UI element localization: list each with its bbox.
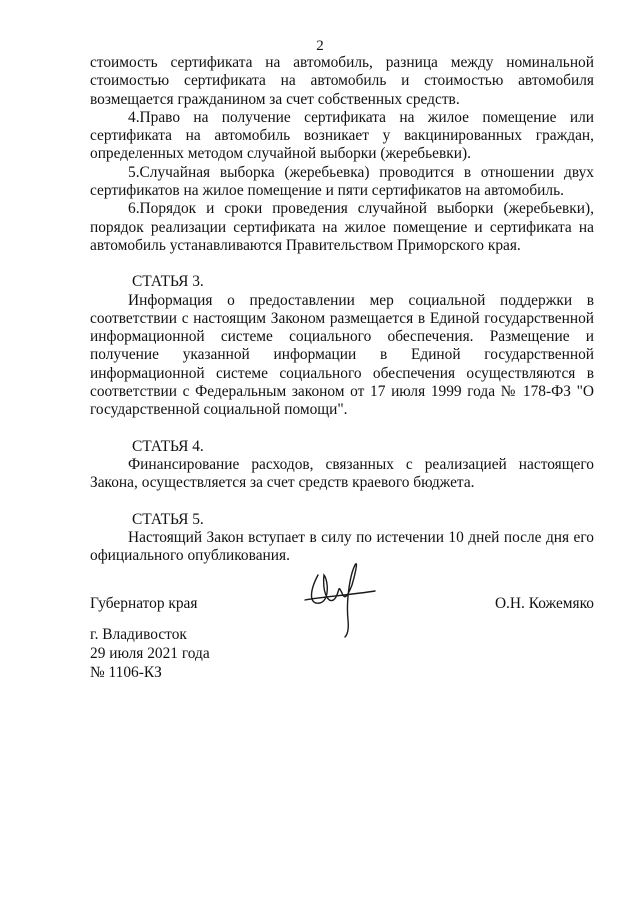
law-body: [90, 54, 594, 565]
paragraph-5: 5.Случайная выборка (жеребьевка) проводится в отношении двух сертификатов на жилое помещение и пяти сертификатов на автомобиль.: [90, 163, 594, 200]
article-3-text: Информация о предоставлении мер социальной поддержки в соответствии с настоящим Законом размещается в Единой государственной информационной системе социального обеспечения. Размещение и получение указанной информации в Единой государственной информационной системе социального обеспечения осуществляются в соответствии с Федеральным законом от 17 июля 1999 года № 178-ФЗ "О государственной социальной помощи".: [90, 291, 594, 419]
paragraph-6: 6.Порядок и сроки проведения случайной выборки (жеребьевки), порядок реализации сертификата на жилое помещение и сертификата на автомобиль устанавливаются Правительством Приморского края.: [90, 200, 594, 254]
paragraph-4: 4.Право на получение сертификата на жилое помещение или сертификата на автомобиль возникает у вакцинированных граждан, определенных методом случайной выборки (жеребьевки).: [90, 108, 594, 163]
article-4-text: Финансирование расходов, связанных с реализацией настоящего Закона, осуществляется за счет средств краевого бюджета.: [90, 455, 594, 492]
article-5-heading: СТАТЬЯ 5.: [132, 510, 204, 528]
place-date-block: [90, 625, 210, 682]
article-5-text: Настоящий Закон вступает в силу по истечении 10 дней после дня его официального опубликования.: [90, 528, 594, 565]
governor-title: Губернатор края: [90, 595, 198, 612]
article-3-heading: СТАТЬЯ 3.: [132, 273, 204, 291]
law-number: № 1106-КЗ: [90, 664, 162, 681]
governor-name: О.Н. Кожемяко: [494, 595, 594, 612]
date: 29 июля 2021 года: [90, 645, 210, 662]
article-4-heading: СТАТЬЯ 4.: [132, 437, 204, 455]
city: г. Владивосток: [90, 626, 187, 643]
page-number: 2: [316, 38, 324, 54]
paragraph-continuation: стоимость сертификата на автомобиль, разница между номинальной стоимостью сертификата на автомобиль и стоимостью автомобиля возмещается гражданином за счет собственных средств.: [90, 54, 594, 108]
handwritten-signature: [300, 545, 380, 640]
